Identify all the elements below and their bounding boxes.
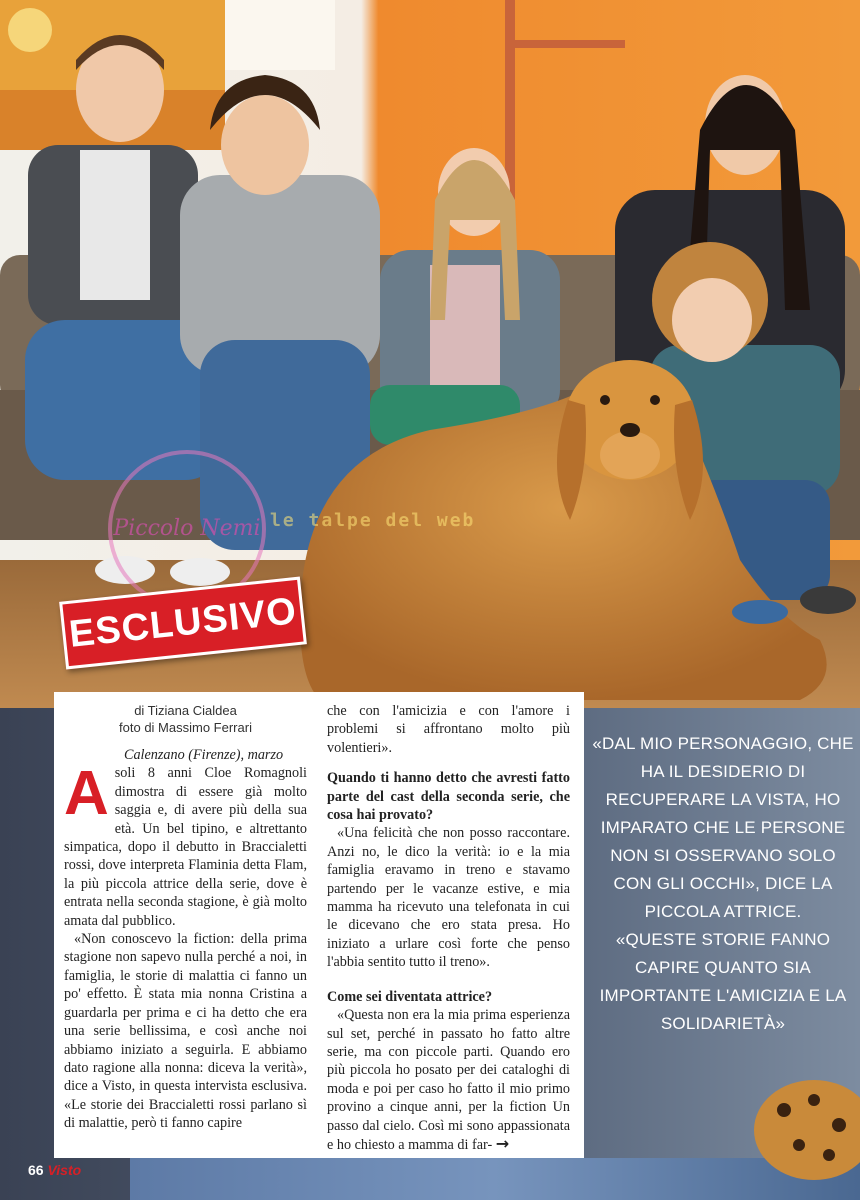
page-footer bbox=[28, 1162, 81, 1178]
answer-2-text: «Questa non era la mia prima esperienza sul set, perché in passato ho fatto altre serie, ma con piccole parti. Quando ero più piccola ho posato per dei cataloghi di moda e poi per caso ho fatto il mio primo provino a cinque anni, per la fiction Un passo dal cielo. Così mi sono appassionata e ho chiesto a mamma di far- bbox=[327, 1007, 570, 1153]
leopard-toy-image bbox=[744, 1060, 860, 1180]
lead-paragraph bbox=[64, 759, 307, 930]
dateline: Calenzano (Firenze), marzo bbox=[124, 747, 284, 763]
byline-author: di Tiziana Cialdea bbox=[134, 703, 237, 718]
question-1: Quando ti hanno detto che avresti fatto parte del cast della seconda serie, che cosa hai provato? bbox=[327, 770, 570, 824]
magazine-name: Visto bbox=[47, 1162, 82, 1178]
byline-photo: foto di Massimo Ferrari bbox=[119, 720, 252, 735]
lead-text: soli 8 anni Cloe Romagnoli dimostra di essere già molto saggia e, di avere più della sua età. Un bel tipino, e altrettanto simpatica, dopo il debutto in Braccialetti rossi, dove interpreta Flaminia detta Flam, la più piccola attrice della serie, dove è entrata nella seconda stagione, è già molto amata dal pubblico. bbox=[64, 765, 307, 929]
paragraph-3: che con l'amicizia e con l'amore i problemi si affrontano molto più volentieri». bbox=[327, 703, 570, 756]
watermark-logo: Piccolo Nemi bbox=[108, 450, 266, 608]
paragraph-2: «Non conoscevo la fiction: della prima stagione non sapevo nulla perché a noi, in famiglia, le storie di malattia ci fanno un po' effetto. È stata mia nonna Cristina a guardarla per prima e ci ha detto che era una serie bellissima, e così anche noi abbiamo iniziato a seguirla. E abbiamo dato ragione alla nonna: diceva la verità», dice a Visto, in questa intervista esclusiva. «Le storie dei Braccialetti rossi parlano sì di malattie, però ti fanno capire bbox=[64, 931, 307, 1132]
page-number: 66 bbox=[28, 1162, 44, 1178]
pull-quote-2: «QUESTE STORIE FANNO CAPIRE QUANTO SIA IMPORTANTE L'AMICIZIA E LA SOLIDARIETÀ» bbox=[599, 930, 847, 1033]
watermark-site: le talpe del web bbox=[270, 510, 476, 531]
pull-quote-1: «DAL MIO PERSONAGGIO, CHE HA IL DESIDERIO DI RECUPERARE LA VISTA, HO IMPARATO CHE LE PERSONE NON SI OSSERVANO SOLO CON GLI OCCHI», DICE LA PICCOLA ATTRICE. bbox=[592, 734, 854, 921]
drop-cap: A bbox=[64, 759, 109, 829]
continue-arrow-icon: → bbox=[495, 1133, 510, 1153]
answer-1: «Una felicità che non posso raccontare. Anzi no, le dico la verità: io e la mia famiglia eravamo in treno e stavamo partendo per le vacanze estive, e mia mamma ha ricevuto una telefonata in cui le dicevano che ero stata presa. Ho iniziato a urlare così forte che penso l'abbia sentito tutto il treno». bbox=[327, 825, 570, 971]
article-column-1 bbox=[64, 702, 307, 1133]
byline bbox=[64, 702, 307, 736]
article-panel bbox=[54, 692, 584, 1158]
article-column-2 bbox=[327, 702, 570, 1154]
question-2: Come sei diventata attrice? bbox=[327, 988, 493, 1005]
pull-quote bbox=[592, 730, 854, 1038]
answer-2 bbox=[327, 1006, 570, 1154]
exclusive-badge-label: ESCLUSIVO bbox=[67, 589, 299, 656]
